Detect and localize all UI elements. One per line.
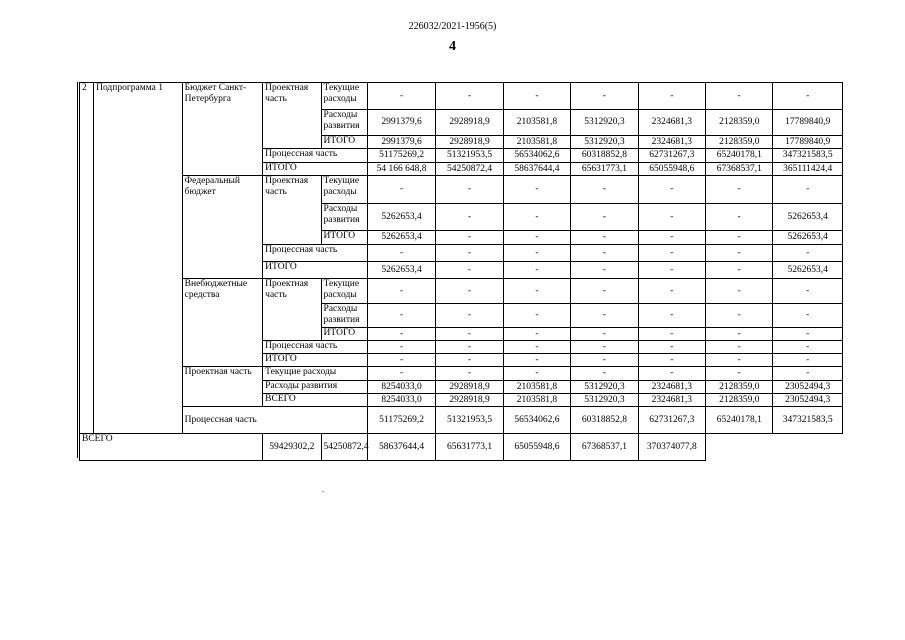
value-cell: - <box>367 245 435 262</box>
value-cell: 2928918,9 <box>436 110 503 136</box>
value-cell: - <box>436 245 503 262</box>
value-cell: - <box>638 83 705 110</box>
value-cell: 65631773,1 <box>571 163 638 176</box>
table-row <box>80 407 843 434</box>
project-part-label: Проектная часть <box>263 279 321 341</box>
process-part-label: Процессная часть <box>263 149 368 163</box>
value-cell: 65055948,6 <box>638 163 705 176</box>
table-row <box>80 176 843 204</box>
grand-total-label: ВСЕГО <box>80 434 263 461</box>
value-cell: 58637644,4 <box>503 163 570 176</box>
value-cell: - <box>503 83 570 110</box>
value-cell: - <box>706 279 773 304</box>
development-expenses-label: Расходы развития <box>321 110 367 136</box>
value-cell: - <box>773 304 843 328</box>
value-cell: 8254033,0 <box>367 381 435 394</box>
value-cell: 2128359,0 <box>706 381 773 394</box>
value-cell: 5262653,4 <box>367 204 435 231</box>
value-cell: 5262653,4 <box>773 204 843 231</box>
value-cell: 2928918,9 <box>436 394 503 407</box>
funding-source-extrabudget: Внебюджетные средства <box>182 279 263 367</box>
value-cell: - <box>638 176 705 204</box>
value-cell: 5262653,4 <box>367 262 435 279</box>
itogo-label: ИТОГО <box>321 136 367 149</box>
value-cell: 56534062,6 <box>503 407 570 434</box>
value-cell: - <box>706 262 773 279</box>
value-cell: - <box>638 354 705 367</box>
value-cell: - <box>436 354 503 367</box>
value-cell: - <box>436 231 503 245</box>
value-cell: - <box>638 245 705 262</box>
value-cell: 2928918,9 <box>436 381 503 394</box>
value-cell: - <box>571 354 638 367</box>
value-cell: - <box>503 354 570 367</box>
total-process-part-label: Процессная часть <box>182 407 367 434</box>
funding-source-federal: Федеральный бюджет <box>182 176 263 279</box>
value-cell: - <box>503 341 570 354</box>
development-expenses-label: Расходы развития <box>321 304 367 328</box>
project-part-label: Проектная часть <box>263 83 321 149</box>
value-cell: 51321953,5 <box>436 149 503 163</box>
value-cell: - <box>773 245 843 262</box>
value-cell: - <box>706 245 773 262</box>
value-cell: 2324681,3 <box>638 110 705 136</box>
value-cell: 65631773,1 <box>436 434 503 461</box>
value-cell: - <box>706 354 773 367</box>
value-cell: - <box>367 367 435 381</box>
value-cell: 65055948,6 <box>503 434 570 461</box>
value-cell: 65240178,1 <box>706 149 773 163</box>
scan-artifact <box>322 491 324 492</box>
value-cell: 2324681,3 <box>638 394 705 407</box>
table-row <box>80 434 843 461</box>
value-cell: - <box>436 367 503 381</box>
value-cell: - <box>503 262 570 279</box>
value-cell: - <box>638 279 705 304</box>
current-expenses-label: Текущие расходы <box>321 176 367 204</box>
value-cell: - <box>367 279 435 304</box>
value-cell: 67368537,1 <box>571 434 638 461</box>
value-cell: 65240178,1 <box>706 407 773 434</box>
value-cell: - <box>706 83 773 110</box>
value-cell: 54250872,4 <box>436 163 503 176</box>
program-name: Подпрограмма 1 <box>94 83 183 434</box>
value-cell: - <box>503 176 570 204</box>
value-cell: - <box>706 367 773 381</box>
value-cell: 2103581,8 <box>503 394 570 407</box>
itogo-label: ИТОГО <box>321 231 367 245</box>
value-cell: - <box>773 354 843 367</box>
value-cell: 2103581,8 <box>503 136 570 149</box>
value-cell: 58637644,4 <box>367 434 435 461</box>
value-cell: - <box>571 204 638 231</box>
value-cell: 62731267,3 <box>638 149 705 163</box>
value-cell: - <box>571 83 638 110</box>
table-row <box>80 279 843 304</box>
value-cell: - <box>436 262 503 279</box>
value-cell: - <box>436 304 503 328</box>
itogo-label: ИТОГО <box>263 354 368 367</box>
value-cell: - <box>773 279 843 304</box>
value-cell: 2103581,8 <box>503 110 570 136</box>
value-cell: 5262653,4 <box>773 262 843 279</box>
value-cell: 370374077,8 <box>638 434 705 461</box>
value-cell: 23052494,3 <box>773 381 843 394</box>
value-cell: - <box>436 341 503 354</box>
value-cell: 67368537,1 <box>706 163 773 176</box>
itogo-label: ИТОГО <box>263 262 368 279</box>
value-cell: - <box>706 328 773 341</box>
process-part-label: Процессная часть <box>263 341 368 354</box>
value-cell: - <box>367 341 435 354</box>
value-cell: 2324681,3 <box>638 136 705 149</box>
itogo-label: ИТОГО <box>263 163 368 176</box>
value-cell: - <box>638 328 705 341</box>
value-cell: - <box>367 304 435 328</box>
funding-source-spb: Бюджет Санкт-Петербурга <box>182 83 263 176</box>
value-cell: - <box>638 367 705 381</box>
value-cell: - <box>773 328 843 341</box>
value-cell: - <box>706 204 773 231</box>
value-cell: - <box>571 279 638 304</box>
value-cell: 54 166 648,8 <box>367 163 435 176</box>
development-expenses-label: Расходы развития <box>263 381 368 394</box>
value-cell: - <box>367 83 435 110</box>
value-cell: - <box>503 367 570 381</box>
value-cell: 2128359,0 <box>706 394 773 407</box>
value-cell: 5312920,3 <box>571 394 638 407</box>
value-cell: - <box>436 328 503 341</box>
development-expenses-label: Расходы развития <box>321 204 367 231</box>
value-cell: - <box>367 328 435 341</box>
value-cell: - <box>367 354 435 367</box>
value-cell: - <box>503 279 570 304</box>
value-cell: - <box>706 231 773 245</box>
row-number: 2 <box>80 83 94 434</box>
value-cell: - <box>503 231 570 245</box>
current-expenses-label: Текущие расходы <box>263 367 368 381</box>
value-cell: 5312920,3 <box>571 381 638 394</box>
value-cell: 51321953,5 <box>436 407 503 434</box>
value-cell: - <box>436 176 503 204</box>
value-cell: - <box>773 367 843 381</box>
value-cell: 17789840,9 <box>773 110 843 136</box>
value-cell: 365111424,4 <box>773 163 843 176</box>
value-cell: 5312920,3 <box>571 110 638 136</box>
value-cell: - <box>503 204 570 231</box>
value-cell: - <box>638 341 705 354</box>
value-cell: - <box>571 328 638 341</box>
value-cell: - <box>571 262 638 279</box>
itogo-label: ИТОГО <box>321 328 367 341</box>
value-cell: - <box>571 231 638 245</box>
value-cell: 2991379,6 <box>367 136 435 149</box>
value-cell: 5262653,4 <box>773 231 843 245</box>
value-cell: 56534062,6 <box>503 149 570 163</box>
value-cell: 60318852,8 <box>571 407 638 434</box>
value-cell: - <box>638 231 705 245</box>
project-part-label: Проектная часть <box>263 176 321 245</box>
value-cell: - <box>773 83 843 110</box>
value-cell: 51175269,2 <box>367 149 435 163</box>
value-cell: 5262653,4 <box>367 231 435 245</box>
value-cell: - <box>638 204 705 231</box>
value-cell: 347321583,5 <box>773 149 843 163</box>
vsego-label: ВСЕГО <box>263 394 368 407</box>
value-cell: 59429302,2 <box>263 434 321 461</box>
budget-table <box>79 82 843 461</box>
value-cell: 17789840,9 <box>773 136 843 149</box>
process-part-label: Процессная часть <box>263 245 368 262</box>
value-cell: 2103581,8 <box>503 381 570 394</box>
value-cell: 60318852,8 <box>571 149 638 163</box>
value-cell: 2128359,0 <box>706 136 773 149</box>
value-cell: - <box>367 176 435 204</box>
value-cell: - <box>436 279 503 304</box>
value-cell: 2128359,0 <box>706 110 773 136</box>
value-cell: - <box>571 367 638 381</box>
value-cell: - <box>503 328 570 341</box>
left-margin-rule <box>77 82 78 458</box>
value-cell: 347321583,5 <box>773 407 843 434</box>
value-cell: - <box>571 304 638 328</box>
value-cell: 2991379,6 <box>367 110 435 136</box>
value-cell: - <box>503 245 570 262</box>
value-cell: - <box>571 341 638 354</box>
value-cell: 23052494,3 <box>773 394 843 407</box>
total-project-part-label: Проектная часть <box>182 367 263 407</box>
table-row <box>80 367 843 381</box>
value-cell: - <box>638 304 705 328</box>
document-code: 226032/2021-1956(5) <box>408 21 497 32</box>
current-expenses-label: Текущие расходы <box>321 279 367 304</box>
value-cell: - <box>773 176 843 204</box>
value-cell: 54250872,4 <box>321 434 367 461</box>
page-number: 4 <box>449 39 456 54</box>
value-cell: - <box>571 245 638 262</box>
value-cell: - <box>773 341 843 354</box>
value-cell: - <box>638 262 705 279</box>
value-cell: - <box>706 341 773 354</box>
value-cell: 2928918,9 <box>436 136 503 149</box>
value-cell: 62731267,3 <box>638 407 705 434</box>
value-cell: 51175269,2 <box>367 407 435 434</box>
value-cell: 5312920,3 <box>571 136 638 149</box>
value-cell: - <box>436 83 503 110</box>
value-cell: 8254033,0 <box>367 394 435 407</box>
table-row <box>80 83 843 110</box>
value-cell: - <box>706 176 773 204</box>
value-cell: - <box>436 204 503 231</box>
value-cell: 2324681,3 <box>638 381 705 394</box>
value-cell: - <box>503 304 570 328</box>
value-cell: - <box>706 304 773 328</box>
value-cell: - <box>571 176 638 204</box>
current-expenses-label: Текущие расходы <box>321 83 367 110</box>
